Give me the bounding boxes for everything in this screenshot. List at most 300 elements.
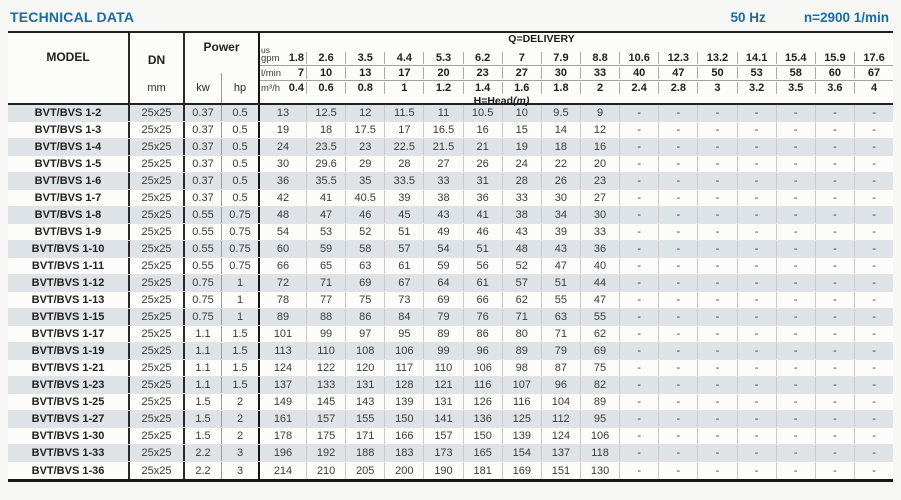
cell-head-value: - [776, 241, 815, 257]
delivery-value-cell: 60 [815, 67, 854, 79]
cell-power-kw: 0.55 [185, 224, 222, 240]
cell-head-value: 188 [345, 445, 384, 461]
cell-head-value: 96 [541, 377, 580, 393]
table-header [8, 31, 893, 105]
cell-head-value: - [776, 207, 815, 223]
cell-head-value: - [737, 241, 776, 257]
delivery-value-cell: 7.9 [541, 52, 580, 64]
cell-head-value: 131 [423, 394, 462, 410]
cell-head-value: - [658, 462, 697, 479]
cell-head-value: - [737, 394, 776, 410]
cell-head-value: 38 [502, 207, 541, 223]
cell-head-value: 36 [276, 175, 290, 187]
cell-head-value: 75 [345, 292, 384, 308]
cell-head-value: 77 [306, 292, 345, 308]
cell-power-kw: 1.1 [185, 360, 222, 376]
cell-head-value: 21 [463, 139, 502, 155]
cell-head-value: - [737, 207, 776, 223]
cell-head-value: 15 [502, 122, 541, 138]
cell-dn: 25x25 [130, 360, 185, 376]
cell-power-kw: 0.55 [185, 241, 222, 257]
cell-head-value: 143 [345, 394, 384, 410]
cell-head-value: 41 [463, 207, 502, 223]
cell-head-value: 178 [273, 430, 293, 442]
delivery-unit-row-us-gpm [260, 45, 893, 65]
cell-head-value: - [854, 156, 893, 172]
cell-head-value: - [619, 394, 658, 410]
cell-head-value: 210 [306, 462, 345, 479]
cell-head-value: - [854, 343, 893, 359]
delivery-value-cell: 15.4 [776, 52, 815, 64]
cell-head-value: - [658, 292, 697, 308]
cell-head-value: 13 [276, 107, 290, 119]
cell-head-value: 89 [502, 343, 541, 359]
cell-head-value: - [619, 139, 658, 155]
cell-power-kw: 1.1 [185, 326, 222, 342]
cell-head-value: 157 [306, 411, 345, 427]
cell-head-value: - [776, 343, 815, 359]
cell-power-kw: 0.75 [185, 309, 222, 325]
cell-power-hp: 1.5 [222, 343, 260, 359]
cell-head-value: 33.5 [384, 173, 423, 189]
delivery-value-cell: 27 [502, 67, 541, 79]
cell-head-value: - [776, 292, 815, 308]
cell-head-value: - [619, 190, 658, 206]
cell-head-value: - [697, 292, 736, 308]
cell-head-value: - [658, 207, 697, 223]
cell-head-value: - [815, 105, 854, 121]
cell-head-value: 173 [423, 445, 462, 461]
cell-head-value: 97 [345, 326, 384, 342]
cell-head-value: 46 [463, 224, 502, 240]
cell-head-value: 12.5 [306, 105, 345, 121]
cell-head-value: - [619, 207, 658, 223]
cell-head-value: 106 [384, 343, 423, 359]
cell-head-value: - [854, 122, 893, 138]
table-row [8, 343, 893, 360]
cell-head-value: 16 [463, 122, 502, 138]
cell-head-value: 190 [423, 462, 462, 479]
cell-head-value: - [697, 156, 736, 172]
cell-head-value: - [697, 394, 736, 410]
delivery-value-cell: 53 [737, 67, 776, 79]
page-title: TECHNICAL DATA [10, 9, 135, 25]
cell-head-value: - [697, 139, 736, 155]
unit-label-line: m³/h [261, 83, 280, 94]
cell-head-value: 39 [541, 224, 580, 240]
delivery-value-cell: 20 [423, 67, 462, 79]
delivery-value-cell: 17 [384, 67, 423, 79]
cell-head-value: 110 [423, 360, 462, 376]
cell-head-value: 151 [541, 462, 580, 479]
cell-head-value: 99 [423, 343, 462, 359]
cell-head-value: - [697, 122, 736, 138]
cell-head-value: - [697, 241, 736, 257]
cell-head-value: - [658, 173, 697, 189]
table-row [8, 411, 893, 428]
cell-head-value: - [697, 309, 736, 325]
cell-head-value: - [697, 105, 736, 121]
delivery-value-cell: 58 [776, 67, 815, 79]
cell-head-value: 60 [276, 243, 290, 255]
cell-head-value: - [737, 377, 776, 393]
cell-head-value: 26 [463, 156, 502, 172]
cell-head-value: - [619, 411, 658, 427]
cell-head-value: - [815, 122, 854, 138]
cell-head-value: 165 [463, 445, 502, 461]
cell-head-value: - [815, 377, 854, 393]
cell-head-value: - [854, 292, 893, 308]
column-header-delivery [260, 33, 893, 107]
cell-head-value: 121 [423, 377, 462, 393]
delivery-value-cell: 1.2 [423, 82, 462, 94]
cell-head-value: - [854, 224, 893, 240]
cell-head-value: 155 [345, 411, 384, 427]
cell-head-value: 14 [541, 122, 580, 138]
power-unit-labels [185, 73, 258, 103]
cell-head-value: - [737, 428, 776, 444]
cell-head-value: 38 [423, 190, 462, 206]
delivery-value-cell: 40 [619, 67, 658, 79]
cell-model: BVT/BVS 1-27 [8, 411, 130, 427]
cell-head-value: 29.6 [306, 156, 345, 172]
cell-head-value: 106 [580, 428, 619, 444]
cell-head-value: - [815, 156, 854, 172]
cell-power-kw: 0.55 [185, 258, 222, 274]
cell-model: BVT/BVS 1-6 [8, 173, 130, 189]
cell-head-value: 21.5 [423, 139, 462, 155]
cell-power-kw: 1.1 [185, 377, 222, 393]
cell-dn: 25x25 [130, 190, 185, 206]
cell-head-value: 23 [345, 139, 384, 155]
delivery-value-cell: 33 [580, 67, 619, 79]
cell-head-value: 88 [306, 309, 345, 325]
cell-head-value: - [854, 360, 893, 376]
cell-head-value: 73 [384, 292, 423, 308]
delivery-value-cell: 4.4 [384, 52, 423, 64]
cell-head-value: 99 [306, 326, 345, 342]
cell-head-value: 49 [423, 224, 462, 240]
cell-dn: 25x25 [130, 411, 185, 427]
cell-head-value: - [697, 343, 736, 359]
cell-head-value: 124 [273, 362, 293, 374]
delivery-value-cell: 10.6 [619, 52, 658, 64]
cell-model: BVT/BVS 1-15 [8, 309, 130, 325]
cell-head-value: 131 [345, 377, 384, 393]
delivery-unit-row-l-min [260, 65, 893, 80]
cell-head-value: 47 [580, 292, 619, 308]
unit-label-cell [260, 46, 306, 64]
table-row [8, 190, 893, 207]
unit-label-line: gpm [261, 53, 280, 64]
cell-power-hp: 2 [222, 411, 260, 427]
cell-head-value: 30 [580, 207, 619, 223]
cell-head-value: - [697, 360, 736, 376]
cell-head-value: - [658, 275, 697, 291]
cell-head-value: - [737, 258, 776, 274]
cell-head-value: - [619, 428, 658, 444]
cell-head-value: - [619, 258, 658, 274]
cell-head-value: 95 [384, 326, 423, 342]
cell-head-value: 61 [463, 275, 502, 291]
cell-head-value: - [737, 275, 776, 291]
delivery-value-cell: 30 [541, 67, 580, 79]
cell-head-value: 175 [306, 428, 345, 444]
cell-head-value: - [658, 428, 697, 444]
cell-model: BVT/BVS 1-2 [8, 105, 130, 121]
cell-dn: 25x25 [130, 428, 185, 444]
cell-head-value: 56 [463, 258, 502, 274]
cell-power-hp: 0.75 [222, 241, 260, 257]
cell-power-hp: 0.5 [222, 190, 260, 206]
delivery-value-cell: 2.4 [619, 82, 658, 94]
delivery-unit-row-m3-h [260, 80, 893, 95]
cell-head-value: - [815, 139, 854, 155]
cell-head-value: - [658, 190, 697, 206]
cell-head-value: 87 [541, 360, 580, 376]
table-row [8, 173, 893, 190]
cell-head-value: - [815, 462, 854, 479]
delivery-value-cell: 1 [384, 82, 423, 94]
table-row [8, 445, 893, 462]
cell-head-value: - [697, 445, 736, 461]
cell-head-value: 18 [306, 122, 345, 138]
cell-head-value: 64 [423, 275, 462, 291]
cell-head-value: 86 [463, 326, 502, 342]
cell-head-value: 116 [463, 377, 502, 393]
cell-power-hp: 0.75 [222, 224, 260, 240]
cell-head-value: 96 [463, 343, 502, 359]
delivery-value-cell: 1.4 [463, 82, 502, 94]
head-title-text: H=Head [473, 95, 514, 107]
delivery-value: 7 [297, 67, 304, 79]
cell-head-value: - [658, 309, 697, 325]
cell-head-value: 66 [276, 260, 290, 272]
dn-label: DN [147, 52, 166, 67]
cell-head-value: 130 [580, 462, 619, 479]
cell-model: BVT/BVS 1-10 [8, 241, 130, 257]
cell-head-value: 48 [276, 209, 290, 221]
cell-head-value: 43 [502, 224, 541, 240]
cell-head-value: - [776, 275, 815, 291]
cell-power-kw: 1.1 [185, 343, 222, 359]
cell-head-value: 40.5 [345, 190, 384, 206]
cell-head-value: - [697, 190, 736, 206]
cell-model: BVT/BVS 1-13 [8, 292, 130, 308]
cell-head-value: 53 [306, 224, 345, 240]
cell-head-value: 33 [580, 224, 619, 240]
cell-head-value: 20 [580, 156, 619, 172]
cell-head-value: 154 [502, 445, 541, 461]
cell-model: BVT/BVS 1-9 [8, 224, 130, 240]
cell-head-value: 72 [276, 277, 290, 289]
cell-power-kw: 0.37 [185, 190, 222, 206]
cell-head-value: - [737, 122, 776, 138]
cell-head-value: - [737, 326, 776, 342]
dn-unit-label: mm [147, 82, 166, 94]
cell-power-hp: 1.5 [222, 377, 260, 393]
cell-head-value: 161 [273, 413, 293, 425]
cell-power-hp: 0.5 [222, 156, 260, 172]
cell-head-value: - [658, 360, 697, 376]
cell-power-kw: 0.75 [185, 275, 222, 291]
cell-head-value: - [776, 190, 815, 206]
cell-head-value: 24 [502, 156, 541, 172]
cell-head-value: 19 [502, 139, 541, 155]
cell-dn: 25x25 [130, 105, 185, 121]
cell-head-value: 200 [384, 462, 423, 479]
cell-head-value: - [776, 258, 815, 274]
cell-power-kw: 0.37 [185, 139, 222, 155]
cell-head-value: - [658, 377, 697, 393]
cell-head-value: 23 [580, 173, 619, 189]
cell-head-value: 26 [541, 173, 580, 189]
cell-head-value: 42 [276, 192, 290, 204]
power-spacer [185, 55, 258, 73]
cell-head-value: 183 [384, 445, 423, 461]
cell-head-value: - [619, 462, 658, 479]
cell-model: BVT/BVS 1-25 [8, 394, 130, 410]
cell-head-value: - [815, 275, 854, 291]
cell-head-value: 108 [345, 343, 384, 359]
cell-head-value: 192 [306, 445, 345, 461]
cell-head-value: 47 [306, 207, 345, 223]
cell-head-value: 137 [273, 379, 293, 391]
cell-head-value: 133 [306, 377, 345, 393]
technical-data-table [8, 31, 893, 482]
cell-head-value: 89 [580, 394, 619, 410]
cell-head-value: 141 [423, 411, 462, 427]
cell-head-value: - [815, 309, 854, 325]
cell-head-value: 46 [345, 207, 384, 223]
delivery-value-cell: 2.8 [658, 82, 697, 94]
delivery-value-cell: 14.1 [737, 52, 776, 64]
table-row [8, 428, 893, 445]
speed-label: n=2900 1/min [803, 10, 889, 25]
cell-head-value: 214 [273, 464, 293, 477]
cell-head-value: 54 [276, 226, 290, 238]
cell-head-value: 19 [276, 124, 290, 136]
top-right-info [731, 10, 889, 25]
cell-head-value: 71 [541, 326, 580, 342]
cell-head-value: 104 [541, 394, 580, 410]
cell-head-value: 36 [463, 190, 502, 206]
cell-dn: 25x25 [130, 377, 185, 393]
cell-power-kw: 1.5 [185, 411, 222, 427]
cell-head-value: - [776, 173, 815, 189]
cell-head-value: 10 [502, 105, 541, 121]
cell-head-value: 35 [345, 173, 384, 189]
cell-power-hp: 0.75 [222, 207, 260, 223]
cell-head-value: - [737, 224, 776, 240]
table-row [8, 224, 893, 241]
cell-head-value: 205 [345, 462, 384, 479]
cell-head-value: - [854, 275, 893, 291]
cell-head-value: 116 [502, 394, 541, 410]
cell-head-value: 101 [273, 328, 293, 340]
cell-power-kw: 1.5 [185, 394, 222, 410]
cell-head-value: - [619, 360, 658, 376]
cell-power-hp: 0.5 [222, 173, 260, 189]
cell-head-value: 52 [502, 258, 541, 274]
cell-head-value: 33 [502, 190, 541, 206]
cell-model: BVT/BVS 1-21 [8, 360, 130, 376]
delivery-value-cell: 3.5 [345, 52, 384, 64]
delivery-value-cell: 23 [463, 67, 502, 79]
cell-head-value: 48 [502, 241, 541, 257]
cell-dn: 25x25 [130, 394, 185, 410]
cell-head-value: 12 [345, 105, 384, 121]
cell-power-hp: 2 [222, 428, 260, 444]
cell-head-value: - [854, 190, 893, 206]
cell-head-value: - [619, 275, 658, 291]
cell-head-value: 69 [423, 292, 462, 308]
cell-power-hp: 3 [222, 462, 260, 479]
cell-head-value: 34 [541, 207, 580, 223]
cell-dn: 25x25 [130, 241, 185, 257]
cell-head-value: 55 [541, 292, 580, 308]
cell-head-value: - [697, 207, 736, 223]
cell-head-value: 149 [273, 396, 293, 408]
cell-head-value: - [697, 224, 736, 240]
cell-head-value: - [815, 445, 854, 461]
cell-model: BVT/BVS 1-3 [8, 122, 130, 138]
cell-head-value: - [697, 258, 736, 274]
delivery-value-cell: 6.2 [463, 52, 502, 64]
cell-head-value: - [815, 343, 854, 359]
cell-head-value: - [776, 326, 815, 342]
cell-dn: 25x25 [130, 173, 185, 189]
cell-head-value: 98 [502, 360, 541, 376]
cell-head-value: - [619, 292, 658, 308]
cell-head-value: 51 [463, 241, 502, 257]
delivery-value-cell: 47 [658, 67, 697, 79]
cell-model: BVT/BVS 1-4 [8, 139, 130, 155]
cell-head-value: 28 [384, 156, 423, 172]
cell-head-value: 36 [580, 241, 619, 257]
top-bar [0, 0, 901, 31]
delivery-value-cell: 12.3 [658, 52, 697, 64]
cell-head-value: 41 [306, 190, 345, 206]
cell-head-value: 9.5 [541, 105, 580, 121]
cell-head-value: - [815, 326, 854, 342]
cell-head-value: 23.5 [306, 139, 345, 155]
cell-head-value: 76 [463, 309, 502, 325]
cell-dn: 25x25 [130, 343, 185, 359]
table-row [8, 394, 893, 411]
cell-head-value: - [658, 139, 697, 155]
cell-power-hp: 1 [222, 309, 260, 325]
table-row [8, 462, 893, 479]
delivery-value-cell: 1.6 [502, 82, 541, 94]
cell-head-value: 169 [502, 462, 541, 479]
cell-head-value: - [619, 326, 658, 342]
delivery-value-cell: 7 [502, 52, 541, 64]
cell-head-value: 31 [463, 173, 502, 189]
delivery-value-cell: 3 [697, 82, 736, 94]
cell-head-value: - [854, 309, 893, 325]
cell-head-value: - [737, 343, 776, 359]
table-row [8, 105, 893, 122]
cell-head-value: - [776, 139, 815, 155]
cell-head-value: - [854, 411, 893, 427]
cell-power-kw: 0.37 [185, 122, 222, 138]
cell-head-value: - [815, 411, 854, 427]
cell-head-value: - [619, 173, 658, 189]
cell-head-value: - [658, 411, 697, 427]
delivery-value-cell: 3.5 [776, 82, 815, 94]
cell-dn: 25x25 [130, 224, 185, 240]
